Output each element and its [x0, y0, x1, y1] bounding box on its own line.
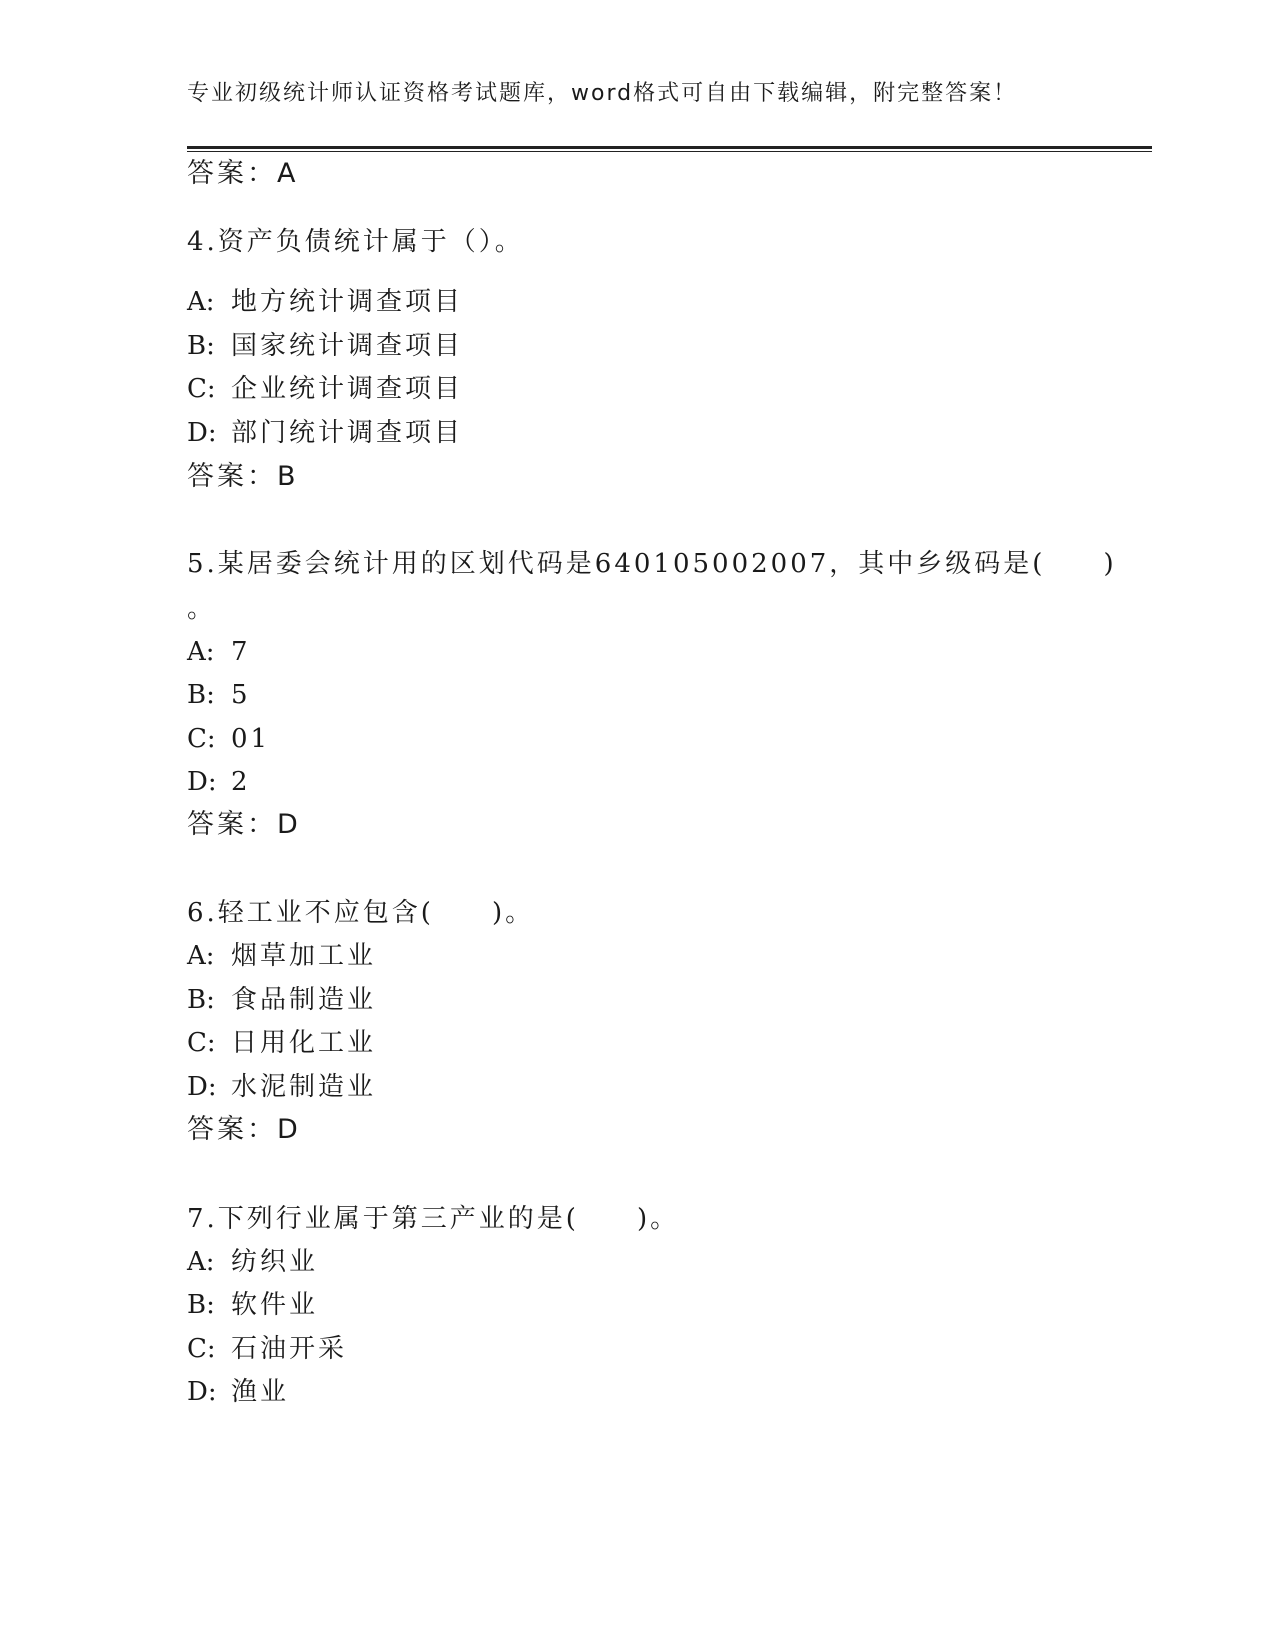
option-key: A: — [187, 941, 215, 971]
option-text: 水泥制造业 — [231, 1072, 377, 1102]
option-key: C: — [187, 1334, 216, 1364]
option-line — [187, 329, 463, 363]
option-line — [187, 416, 463, 450]
header-divider — [187, 146, 1152, 152]
option-text: 纺织业 — [231, 1247, 319, 1277]
option-line — [187, 635, 251, 669]
option-key: A: — [187, 637, 215, 667]
option-text: 渔业 — [231, 1377, 290, 1407]
option-line — [187, 1375, 289, 1409]
option-key: C: — [187, 374, 216, 404]
option-line — [187, 285, 463, 319]
option-text: 国家统计调查项目 — [231, 331, 464, 361]
question-stem: 4.资产负债统计属于（）。 — [187, 227, 524, 257]
question-stem-continuation: 。 — [187, 594, 217, 624]
option-text: 食品制造业 — [231, 985, 377, 1015]
option-key: D: — [187, 1072, 217, 1102]
question-stem: 5.某居委会统计用的区划代码是640105002007，其中乡级码是( ) — [187, 549, 1117, 579]
question-stem: 6.轻工业不应包含( )。 — [187, 898, 535, 928]
option-key: B: — [187, 985, 215, 1015]
option-text: 石油开采 — [231, 1334, 348, 1364]
answer-line: 答案：D — [187, 809, 301, 840]
option-text: 7 — [231, 637, 251, 667]
answer-line: 答案：B — [187, 461, 299, 492]
option-text: 日用化工业 — [231, 1028, 377, 1058]
option-text: 5 — [231, 680, 251, 710]
option-line — [187, 939, 376, 973]
option-line — [187, 1245, 318, 1279]
option-key: A: — [187, 1247, 215, 1277]
option-line — [187, 678, 251, 712]
option-text: 01 — [231, 724, 271, 754]
option-text: 2 — [231, 767, 251, 797]
option-key: B: — [187, 680, 215, 710]
option-line — [187, 1288, 318, 1322]
option-key: B: — [187, 1290, 215, 1320]
option-text: 烟草加工业 — [231, 941, 377, 971]
answer-line: 答案：A — [187, 158, 299, 189]
option-key: D: — [187, 418, 217, 448]
option-key: C: — [187, 1028, 216, 1058]
option-line — [187, 372, 463, 406]
question-stem: 7.下列行业属于第三产业的是( )。 — [187, 1204, 680, 1234]
option-text: 企业统计调查项目 — [231, 374, 464, 404]
option-key: D: — [187, 1377, 217, 1407]
option-line — [187, 722, 270, 756]
option-key: B: — [187, 331, 215, 361]
option-line — [187, 765, 251, 799]
option-key: A: — [187, 287, 215, 317]
option-line — [187, 1332, 347, 1366]
document-header: 专业初级统计师认证资格考试题库，word格式可自由下载编辑，附完整答案！ — [187, 81, 1018, 106]
option-text: 软件业 — [231, 1290, 319, 1320]
option-line — [187, 983, 376, 1017]
option-line — [187, 1070, 376, 1104]
option-text: 地方统计调查项目 — [231, 287, 464, 317]
option-text: 部门统计调查项目 — [231, 418, 464, 448]
answer-line: 答案：D — [187, 1114, 301, 1145]
option-key: D: — [187, 767, 217, 797]
option-line — [187, 1026, 376, 1060]
option-key: C: — [187, 724, 216, 754]
